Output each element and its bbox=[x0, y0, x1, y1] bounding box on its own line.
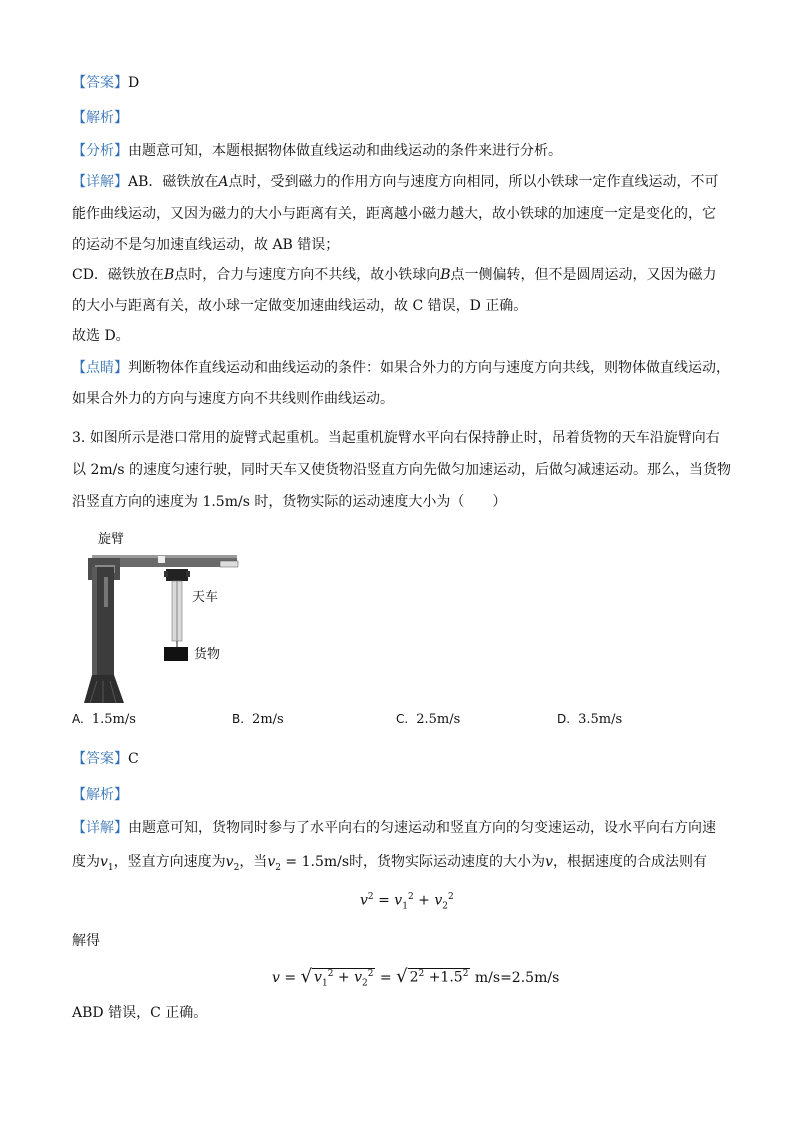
choice-d[interactable]: D. 3.5m/s bbox=[557, 712, 623, 727]
jiede-line: 解得 bbox=[72, 933, 100, 949]
result-value: =2.5m/s bbox=[500, 970, 560, 986]
trolley-label: 天车 bbox=[192, 590, 219, 605]
analysis-heading-2: 【解析】 bbox=[72, 787, 128, 803]
trolley bbox=[166, 569, 188, 581]
cargo-label: 货物 bbox=[194, 647, 221, 662]
xiangjie-line-1: 【详解】AB．磁铁放在A点时，受到磁力的作用方向与速度方向相同，所以小铁球一定作直线运动，不可 bbox=[72, 174, 719, 190]
formula-sum-of-squares: $v^2 = v_1^2 + v_2^2$ bbox=[360, 892, 454, 912]
fenxi-line: 【分析】由题意可知，本题根据物体做直线运动和曲线运动的条件来进行分析。 bbox=[72, 143, 562, 159]
dianjing-line-1: 【点睛】判断物体作直线运动和曲线运动的条件：如果合外力的方向与速度方向共线，则物体做直线运动， bbox=[72, 360, 730, 376]
xiangjie-line-6: 故选 D。 bbox=[72, 328, 130, 344]
v2-value: 1.5m/s bbox=[301, 854, 350, 870]
xiangjie2-line-2: 度为$v_1$，竖直方向速度为$v_2$，当$v_2 = 1.5m/s$时，货物实际运动速度的大小为v，根据速度的合成法则有 bbox=[72, 854, 707, 873]
crane-base bbox=[84, 675, 124, 703]
xiangjie-line-3: 的运动不是匀加速直线运动，故 AB 错误； bbox=[72, 237, 340, 253]
question-3-line-1: 3. 如图所示是港口常用的旋臂式起重机。当起重机旋臂水平向右保持静止时，吊着货物的天车沿旋臂向右 bbox=[72, 430, 720, 446]
choice-a[interactable]: A. 1.5m/s bbox=[72, 712, 136, 727]
xiangjie-line-2: 能作曲线运动，又因为磁力的大小与距离有关，距离越小磁力越大，故小铁球的加速度一定是变化的，它 bbox=[72, 206, 716, 222]
xiangjie-line-5: 的大小与距离有关，故小球一定做变加速曲线运动，故 C 错误，D 正确。 bbox=[72, 298, 528, 314]
xiangjie2-line-1: 【详解】由题意可知，货物同时参与了水平向右的匀速运动和竖直方向的匀变速运动，设水平向右方向速 bbox=[72, 820, 716, 836]
answer-tag: 【答案】 bbox=[72, 75, 128, 91]
xiangjie-tag: 【详解】 bbox=[72, 174, 128, 190]
xiangjie-line-4: CD．磁铁放在B点时，合力与速度方向不共线，故小铁球向B点一侧偏转，但不是圆周运动，又因为磁力 bbox=[72, 267, 717, 283]
formula-result: v = √ $v_1^2 + v_2^2$ = √ $2^2 +1.5^2$ m/s=2.5m/s bbox=[272, 966, 560, 989]
analysis-heading-1: 【解析】 bbox=[72, 110, 128, 126]
answer-value-2: C bbox=[128, 751, 139, 767]
final-line: ABD 错误，C 正确。 bbox=[72, 1005, 208, 1021]
cargo-box bbox=[164, 647, 188, 661]
arm-label: 旋臂 bbox=[98, 532, 125, 547]
answer-line-2: 【答案】C bbox=[72, 751, 139, 767]
question-3-line-2: 以 2m/s 的速度匀速行驶，同时天车又使货物沿竖直方向先做匀加速运动，后做匀减速运动。那么，当货物 bbox=[72, 462, 731, 478]
answer-line-1 bbox=[72, 73, 139, 93]
choice-b[interactable]: B. 2m/s bbox=[232, 712, 284, 727]
question-3-line-3: 沿竖直方向的速度为 1.5m/s 时，货物实际的运动速度大小为（ ） bbox=[72, 494, 507, 510]
dianjing-line-2: 如果合外力的方向与速度方向不共线则作曲线运动。 bbox=[72, 391, 394, 407]
dianjing-tag: 【点睛】 bbox=[72, 360, 128, 376]
crane-figure bbox=[70, 525, 250, 710]
answer-value: D bbox=[128, 75, 140, 91]
fenxi-tag: 【分析】 bbox=[72, 143, 128, 159]
choice-c[interactable]: C. 2.5m/s bbox=[396, 712, 461, 727]
